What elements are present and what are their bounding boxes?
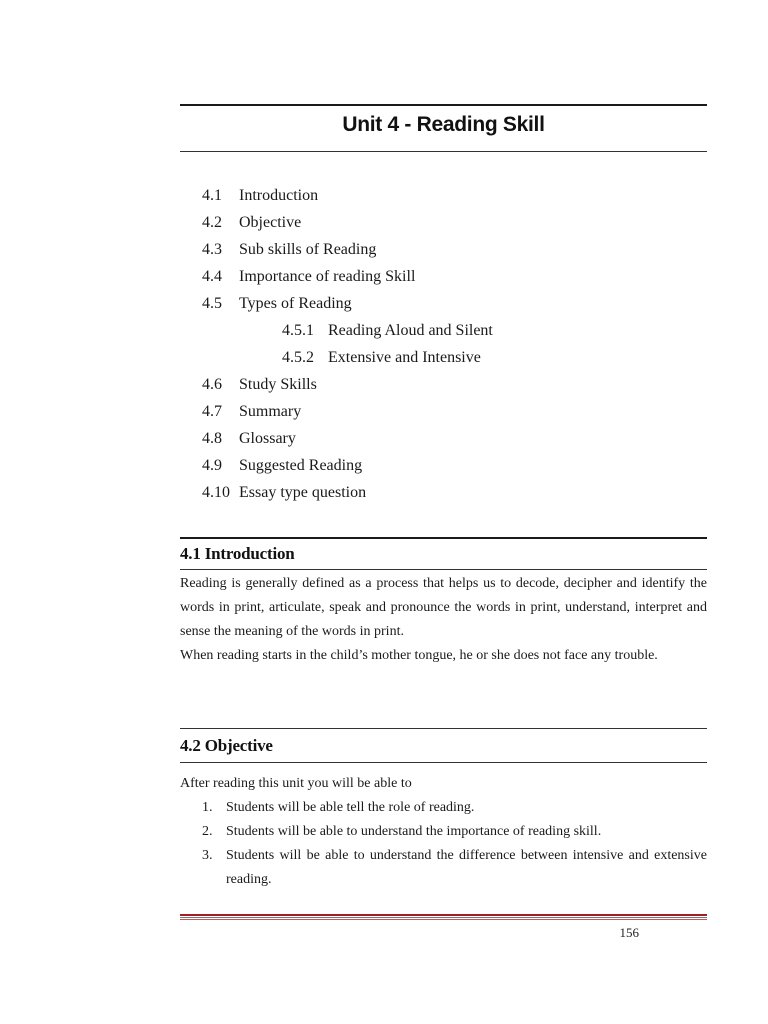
table-of-contents [202,184,493,508]
objective-lead: After reading this unit you will be able to [180,776,412,791]
toc-item: 4.6 Study Skills [202,376,317,393]
toc-item: 4.4 Importance of reading Skill [202,268,416,285]
document-page [180,0,707,1024]
title-top-rule [180,104,707,106]
toc-item: 4.5 Types of Reading [202,295,352,312]
footer-rule [180,919,707,920]
toc-item: 4.1 Introduction [202,187,319,204]
objective-top-rule [180,728,707,729]
list-item: 1. Students will be able tell the role of reading. [202,800,475,815]
intro-top-rule [180,537,707,539]
introduction-paragraph: When reading starts in the child’s mother tongue, he or she does not face any trouble. [180,648,658,663]
page-number: 156 [619,925,639,940]
intro-bottom-rule [180,569,707,570]
toc-item: 4.3 Sub skills of Reading [202,241,377,258]
objective-bottom-rule [180,762,707,763]
toc-subitem: 4.5.1 Reading Aloud and Silent [282,322,493,339]
list-item: 3. Students will be able to understand the difference between intensive and extensive reading. [202,848,707,887]
objective-list [180,796,707,892]
introduction-heading: 4.1 Introduction [180,544,295,563]
introduction-paragraph: Reading is generally defined as a process that helps us to decode, decipher and identify the words in print, articulate, speak and pronounce the words in print, understand, interpret and sense the meaning of the words in print. [180,576,707,639]
toc-item: 4.2 Objective [202,214,302,231]
list-item: 2. Students will be able to understand the importance of reading skill. [202,824,602,839]
unit-title: Unit 4 - Reading Skill [342,113,545,136]
title-bottom-rule [180,151,707,152]
toc-subitem: 4.5.2 Extensive and Intensive [282,349,481,366]
toc-item: 4.8 Glossary [202,430,296,447]
toc-item: 4.10 Essay type question [202,484,367,501]
footer-rule [180,914,707,916]
objective-heading: 4.2 Objective [180,736,273,755]
footer-rule [180,917,707,918]
toc-item: 4.9 Suggested Reading [202,457,363,474]
toc-item: 4.7 Summary [202,403,302,420]
introduction-body [180,572,707,668]
